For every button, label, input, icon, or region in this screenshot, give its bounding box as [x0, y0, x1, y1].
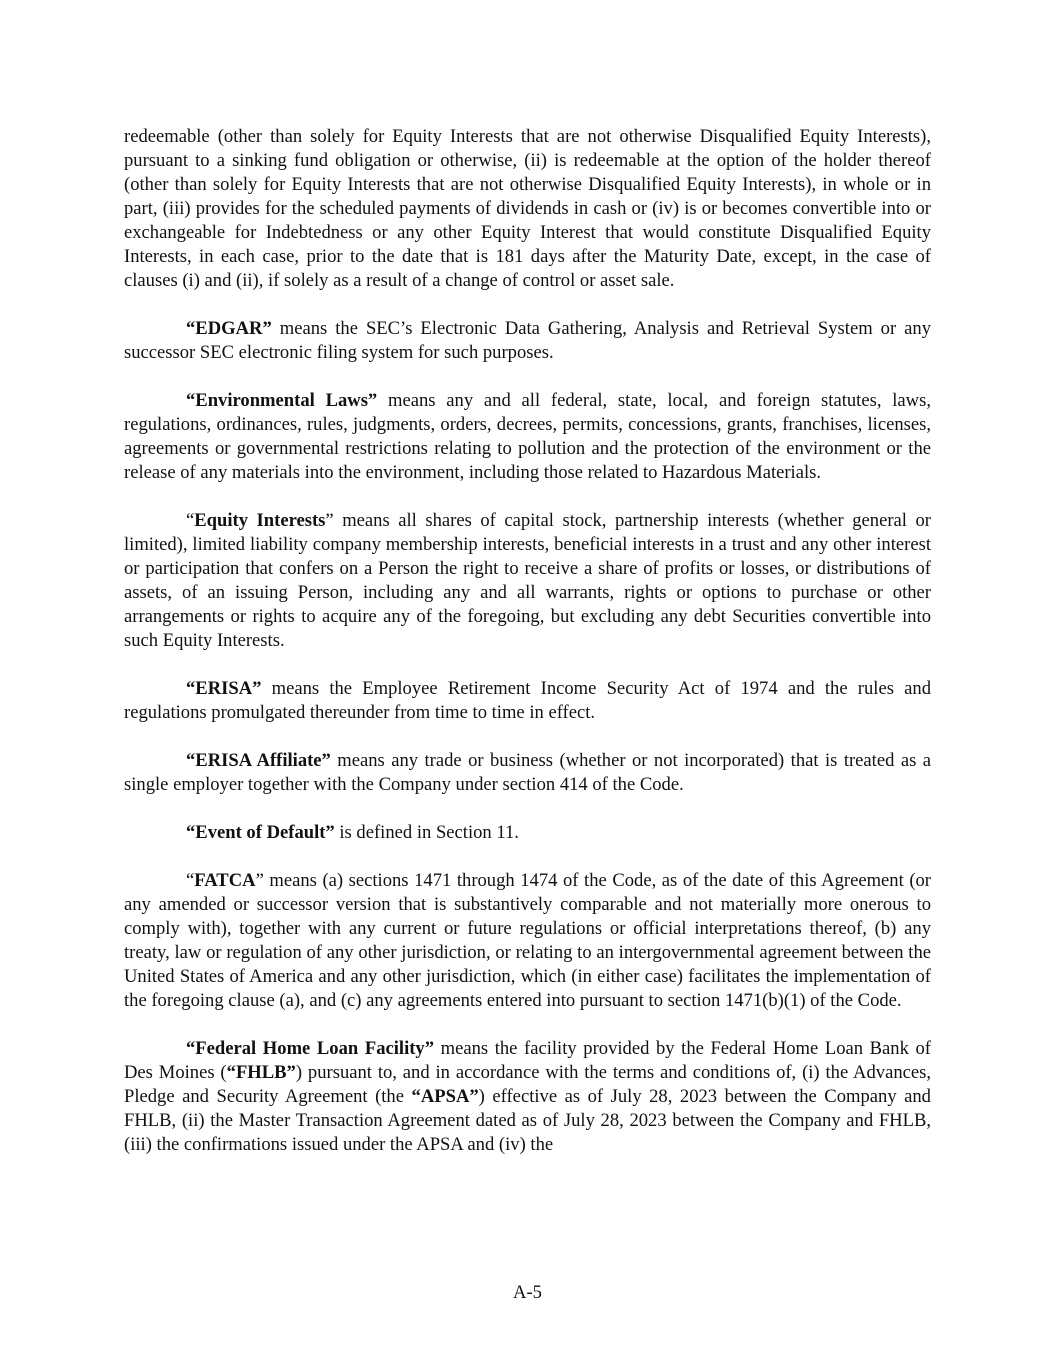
definition-text: ) pursuant to, and in accordance with the terms and conditions of, (i) the Advances, Pledge and Security Agreement (the [124, 1062, 932, 1107]
paragraph-disqualified-equity-continuation [124, 125, 931, 293]
definition-text: means the SEC’s Electronic Data Gathering, Analysis and Retrieval System or any successor SEC electronic filing system for such purposes. [124, 318, 931, 363]
definition-environmental-laws [124, 389, 931, 485]
document-page [124, 125, 931, 1181]
paragraph-text: redeemable (other than solely for Equity Interests that are not otherwise Disqualified Equity Interests), pursuant to a sinking fund obligation or otherwise, (ii) is redeemable at the option of the holder thereof (other than solely for Equity Interests that are not otherwise Disqualified Equity Interests), in whole or in part, (iii) provides for the scheduled payments of dividends in cash or (iv) is or becomes convertible into or exchangeable for Indebtedness or any other Equity Interest that would constitute Disqualified Equity Interests, in each case, prior to the date that is 181 days after the Maturity Date, except, in the case of clauses (i) and (ii), if solely as a result of a change of control or asset sale. [124, 126, 931, 291]
definition-text: ” means all shares of capital stock, partnership interests (whether general or limited), limited liability company membership interests, beneficial interests in a trust and any other interest or participation that confers on a Person the right to receive a share of profits or losses, or distributions of assets, of an issuing Person, including any and all warrants, rights or options to purchase or other arrangements or rights to acquire any of the foregoing, but excluding any debt Securities convertible into such Equity Interests. [124, 510, 931, 651]
definition-text: means any and all federal, state, local, and foreign statutes, laws, regulations, ordinances, rules, judgments, orders, decrees, permits, concessions, grants, franchises, licenses, agreements or governmental restrictions relating to pollution and the protection of the environment or the release of any materials into the environment, including those related to Hazardous Materials. [124, 390, 931, 483]
definition-text: ) effective as of July 28, 2023 between the Company and FHLB, (ii) the Master Transaction Agreement dated as of July 28, 2023 between the Company and FHLB, (iii) the confirmations issued under the APSA and (iv) the [124, 1086, 931, 1155]
definition-federal-home-loan-facility [124, 1037, 931, 1157]
definition-text: ” means (a) sections 1471 through 1474 of the Code, as of the date of this Agreement (or any amended or successor version that is substantively comparable and not materially more onerous to comply with), together with any current or future regulations or official interpretations thereof, (b) any treaty, law or regulation of any other jurisdiction, or relating to an intergovernmental agreement between the United States of America and any other jurisdiction, which (in either case) facilitates the implementation of the foregoing clause (a), and (c) any agreements entered into pursuant to section 1471(b)(1) of the Code. [124, 870, 931, 1011]
open-quote: “ [186, 510, 195, 531]
definition-event-of-default [124, 821, 931, 845]
open-quote: “ [186, 870, 195, 891]
defined-term: “ERISA” [186, 678, 262, 699]
page-number: A-5 [513, 1282, 542, 1303]
defined-term: “ERISA Affiliate” [186, 750, 331, 771]
definition-text: means the facility provided by the Federal Home Loan Bank of Des Moines ( [124, 1038, 931, 1083]
defined-term: “Federal Home Loan Facility” [186, 1038, 435, 1059]
definition-equity-interests [124, 509, 931, 653]
definition-erisa [124, 677, 931, 725]
definition-erisa-affiliate [124, 749, 931, 797]
defined-term: “Event of Default” [186, 822, 335, 843]
definition-edgar [124, 317, 931, 365]
definition-text: is defined in Section 11. [334, 822, 519, 843]
definition-text: means any trade or business (whether or not incorporated) that is treated as a single employer together with the Company under section 414 of the Code. [124, 750, 931, 795]
defined-term: “EDGAR” [186, 318, 272, 339]
defined-term: FATCA [194, 870, 256, 891]
defined-term: Equity Interests [194, 510, 326, 531]
defined-term-fhlb: “FHLB” [226, 1062, 296, 1083]
defined-term: “Environmental Laws” [186, 390, 378, 411]
definition-fatca [124, 869, 931, 1013]
definition-text: means the Employee Retirement Income Security Act of 1974 and the rules and regulations promulgated thereunder from time to time in effect. [124, 678, 931, 723]
defined-term-apsa: “APSA” [411, 1086, 479, 1107]
